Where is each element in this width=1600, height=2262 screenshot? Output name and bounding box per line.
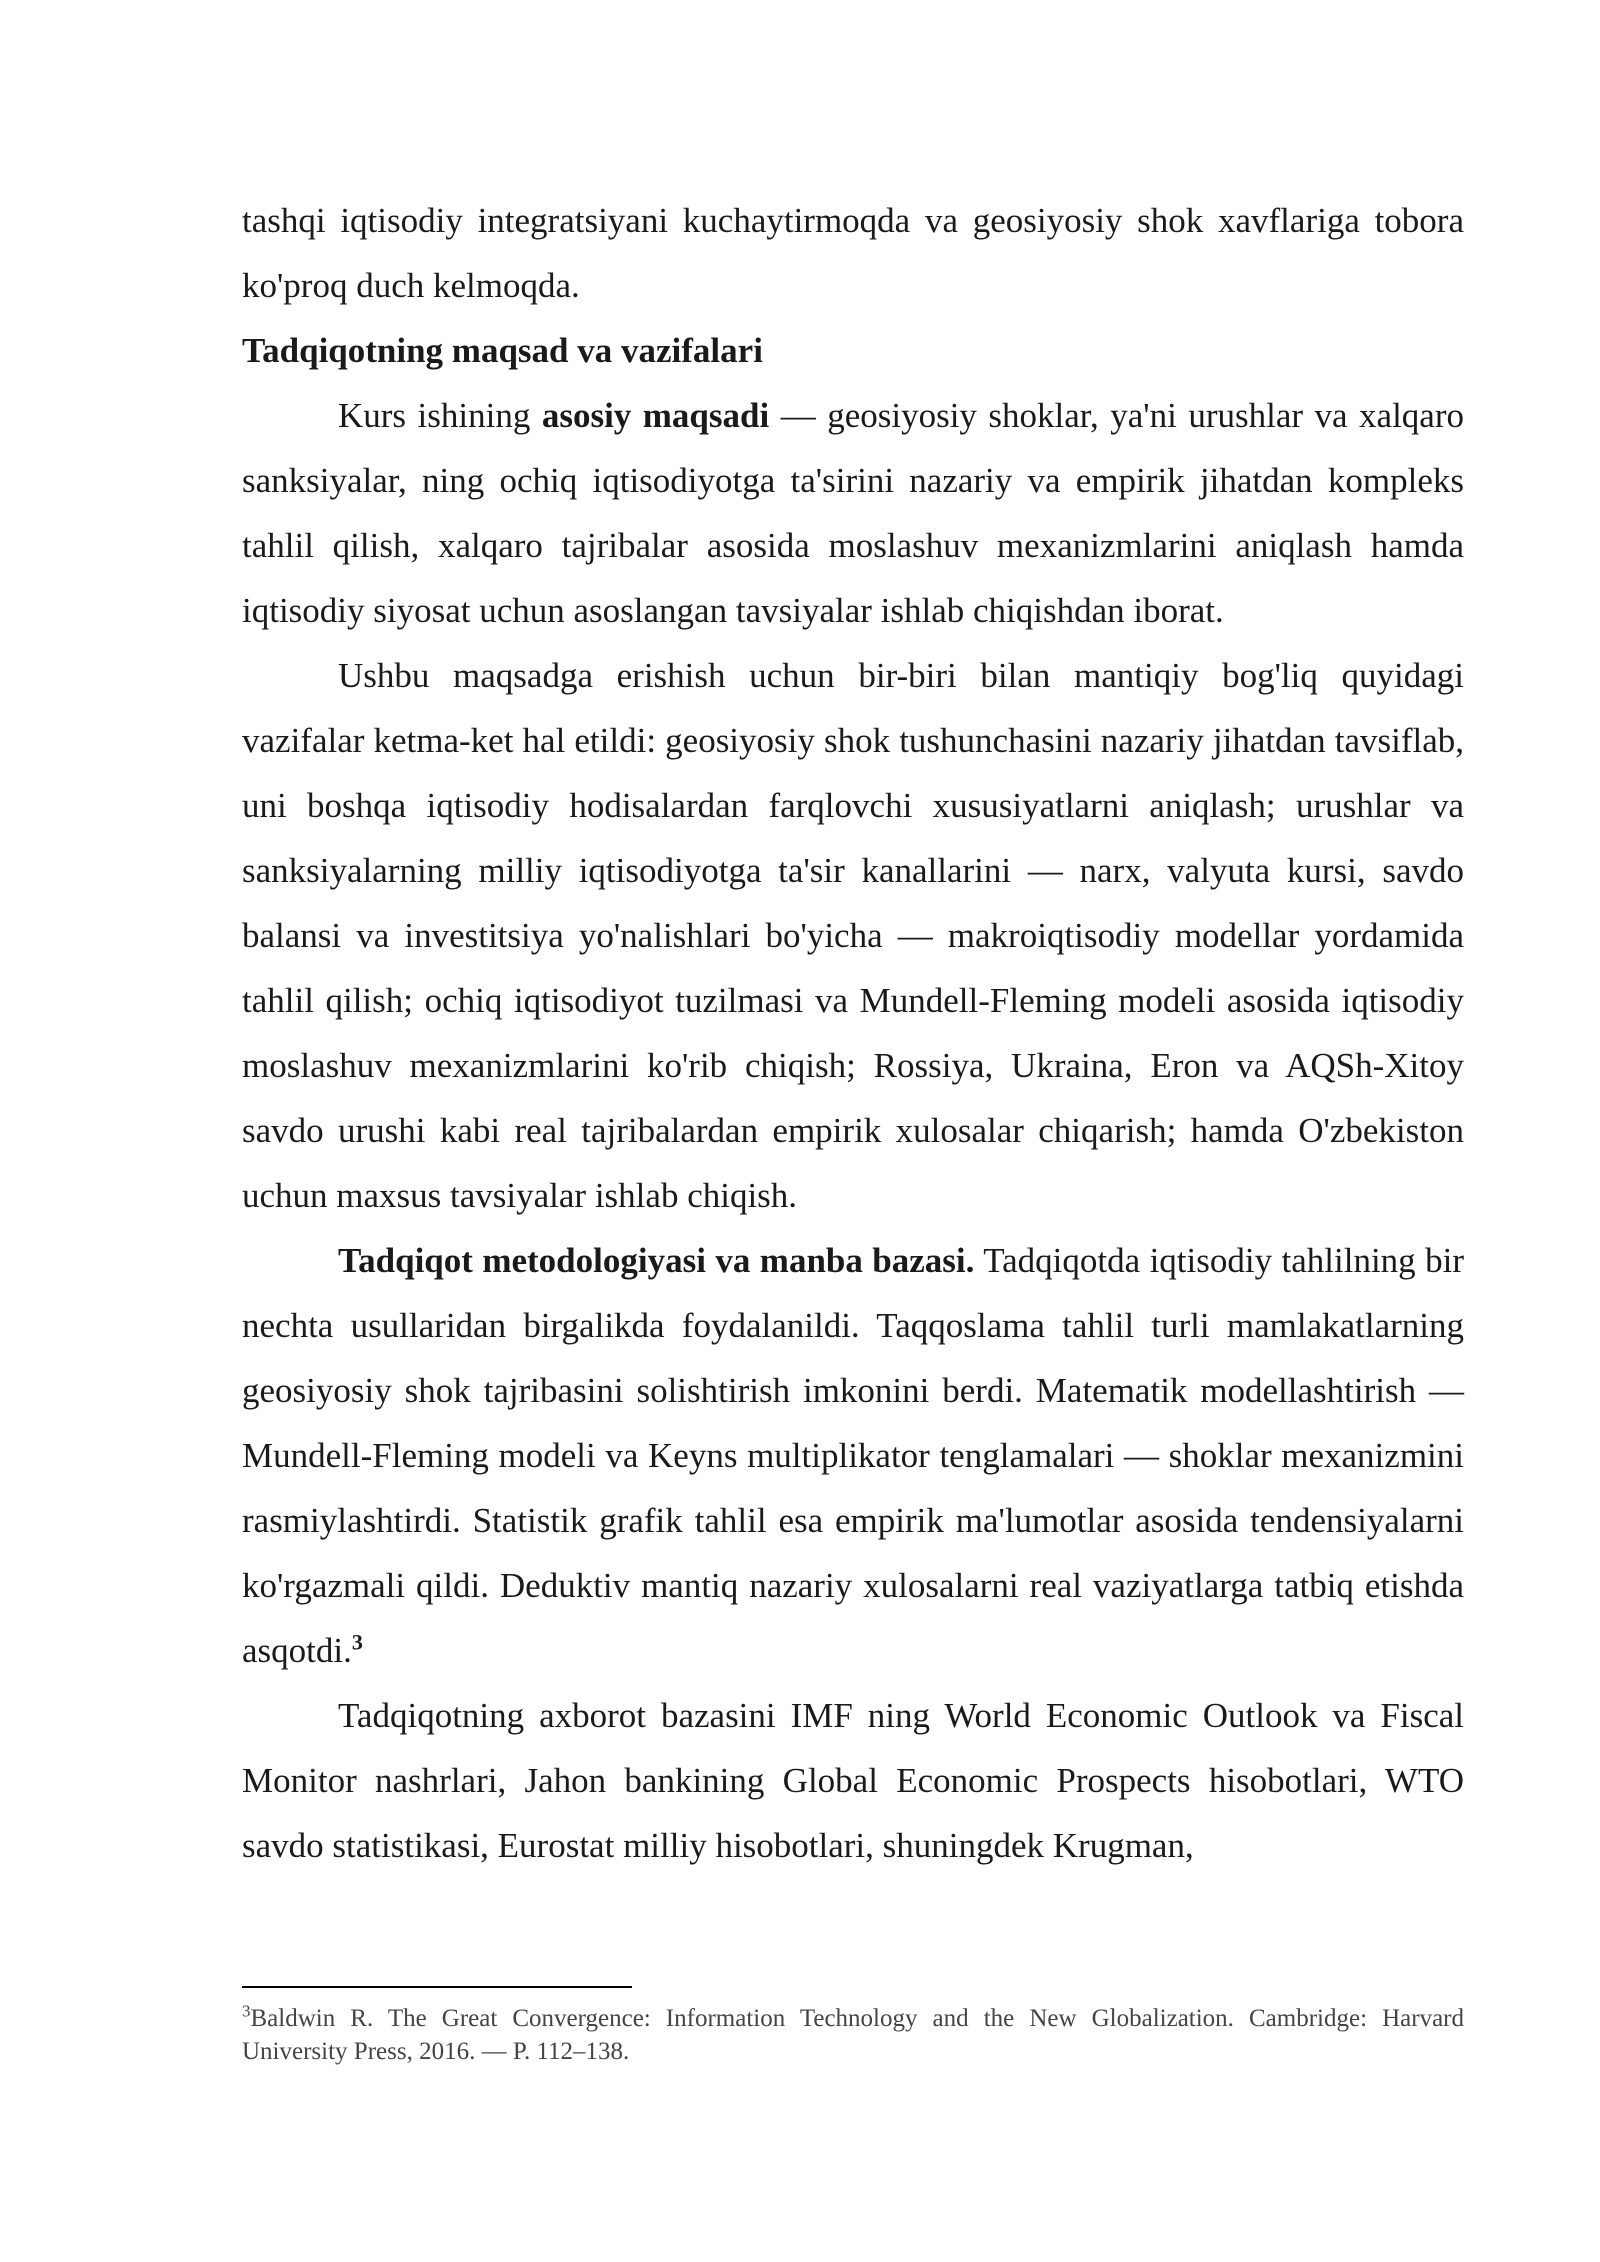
footnote [242,2002,1464,2068]
paragraph-continuation: tashqi iqtisodiy integratsiyani kuchaytirmoqda va geosiyosiy shok xavflariga tobora ko'proq duch kelmoqda. [242,201,1464,305]
footnote-ref: 3 [351,1629,363,1655]
goal-lead: Kurs ishining [338,396,542,435]
footnote-text: Baldwin R. The Great Convergence: Information Technology and the New Globalization. Cambridge: Harvard University Press, 2016. — P. 112–138. [242,2005,1464,2065]
paragraph-methodology [242,1228,1464,1683]
paragraph-tasks: Ushbu maqsadga erishish uchun bir-biri bilan mantiqiy bog'liq quyidagi vazifalar ketma-ket hal etildi: geosiyosiy shok tushunchasini nazariy jihatdan tavsiflab, uni boshqa iqtisodiy hodisalardan farqlovchi xususiyatlarni aniqlash; urushlar va sanksiyalarning milliy iqtisodiyotga ta'sir kanallarini — narx, valyuta kursi, savdo balansi va investitsiya yo'nalishlari bo'yicha — makroiqtisodiy modellar yordamida tahlil qilish; ochiq iqtisodiyot tuzilmasi va Mundell-Fleming modeli asosida iqtisodiy moslashuv mexanizmlarini ko'rib chiqish; Rossiya, Ukraina, Eron va AQSh-Xitoy savdo urushi kabi real tajribalardan empirik xulosalar chiqarish; hamda O'zbekiston uchun maxsus tavsiyalar ishlab chiqish. [242,656,1464,1215]
paragraph-goal [242,383,1464,643]
goal-text: — geosiyosiy shoklar, ya'ni urushlar va xalqaro sanksiyalar, ning ochiq iqtisodiyotga ta'sirini nazariy va empirik jihatdan kompleks tahlil qilish, xalqaro tajribalar asosida moslashuv mexanizmlarini aniqlash hamda iqtisodiy siyosat uchun asoslangan tavsiyalar ishlab chiqishdan iborat. [242,396,1464,630]
goal-bold-term: asosiy maqsadi [541,396,770,435]
footnote-number: 3 [242,2001,251,2021]
methodology-text: Tadqiqotda iqtisodiy tahlilning bir nechta usullaridan birgalikda foydalanildi. Taqqoslama tahlil turli mamlakatlarning geosiyosiy shok tajribasini solishtirish imkonini berdi. Matematik modellashtirish — Mundell-Fleming modeli va Keyns multiplikator tenglamalari — shoklar mexanizmini rasmiylashtirdi. Statistik grafik tahlil esa empirik ma'lumotlar asosida tendensiyalarni ko'rgazmali qildi. Deduktiv mantiq nazariy xulosalarni real vaziyatlarga tatbiq etishda asqotdi. [242,1241,1464,1670]
footnote-separator [242,1986,632,1988]
methodology-bold-term: Tadqiqot metodologiyasi va manba bazasi. [338,1241,975,1280]
document-body [242,188,1464,1878]
paragraph-sources: Tadqiqotning axborot bazasini IMF ning World Economic Outlook va Fiscal Monitor nashrlari, Jahon bankining Global Economic Prospects hisobotlari, WTO savdo statistikasi, Eurostat milliy hisobotlari, shuningdek Krugman, [242,1696,1464,1865]
section-heading: Tadqiqotning maqsad va vazifalari [242,331,763,370]
